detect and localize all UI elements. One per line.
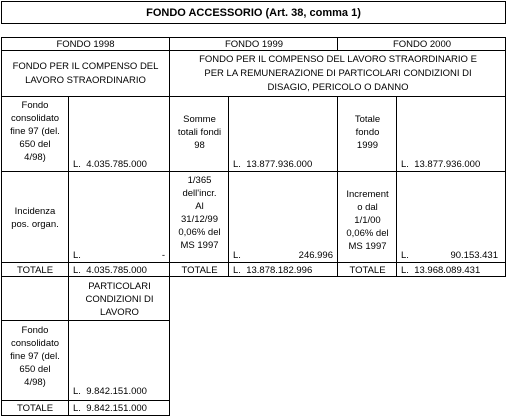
f2000-row2-label: Increment o dal 1/1/00 0,06% del MS 1997: [346, 189, 389, 252]
f2000-row2-value: 90.153.431: [450, 250, 498, 261]
particolari-row1-amount: L. 9.842.151.000: [73, 386, 147, 397]
f1998-total-label: TOTALE: [16, 265, 54, 276]
header-fondo-2000: FONDO 2000: [392, 39, 452, 50]
header-fondo-1999: FONDO 1999: [224, 39, 284, 50]
f1999-row1-label: Somme totali fondi 98: [177, 114, 222, 151]
particolari-header: PARTICOLARI CONDIZIONI DI LAVORO: [85, 281, 154, 318]
f1998-row1-amount: L. 4.035.785.000: [73, 159, 147, 170]
f2000-row1-label: Totale fondo 1999: [354, 114, 381, 151]
f1998-row1-label: Fondo consolidato fine 97 (del. 650 del 4/98): [10, 100, 60, 163]
f1999-row2-label: 1/365 dell'incr. Al 31/12/99 0,06% del MS 1997: [178, 175, 221, 251]
page-title: FONDO ACCESSORIO (Art. 38, comma 1): [146, 7, 361, 19]
f1998-total-amount: L. 4.035.785.000: [73, 265, 147, 276]
f2000-total-amount: L. 13.968.089.431: [401, 265, 481, 276]
f1998-row2-label: Incidenza pos. organ.: [11, 206, 59, 230]
f1999-row2-currency: L.: [233, 250, 241, 261]
desc-1998: FONDO PER IL COMPENSO DEL LAVORO STRAORDINARIO: [12, 61, 159, 86]
f2000-total-label: TOTALE: [349, 265, 386, 276]
f1999-total-label: TOTALE: [181, 265, 218, 276]
f1999-row2-value: 246.996: [298, 250, 333, 261]
particolari-row1-label: Fondo consolidato fine 97 (del. 650 del 4/98): [10, 325, 60, 388]
header-fondo-1998: FONDO 1998: [56, 39, 115, 50]
f1999-total-amount: L. 13.878.182.996: [233, 265, 313, 276]
f1998-row2-value: -: [161, 250, 165, 261]
particolari-total-label: TOTALE: [16, 403, 54, 414]
f2000-row1-amount: L. 13.877.936.000: [401, 159, 481, 170]
desc-1999-2000: FONDO PER IL COMPENSO DEL LAVORO STRAORDINARIO E PER LA REMUNERAZIONE DI PARTICOLARI CONDIZIONI DI DISAGIO, PERICOLO O DANNO: [199, 54, 477, 93]
f2000-row2-currency: L.: [401, 250, 409, 261]
title-box: [1, 1, 506, 24]
particolari-total-amount: L. 9.842.151.000: [73, 403, 147, 414]
f1999-row1-amount: L. 13.877.936.000: [233, 159, 313, 170]
f1998-row2-currency: L.: [73, 250, 81, 261]
